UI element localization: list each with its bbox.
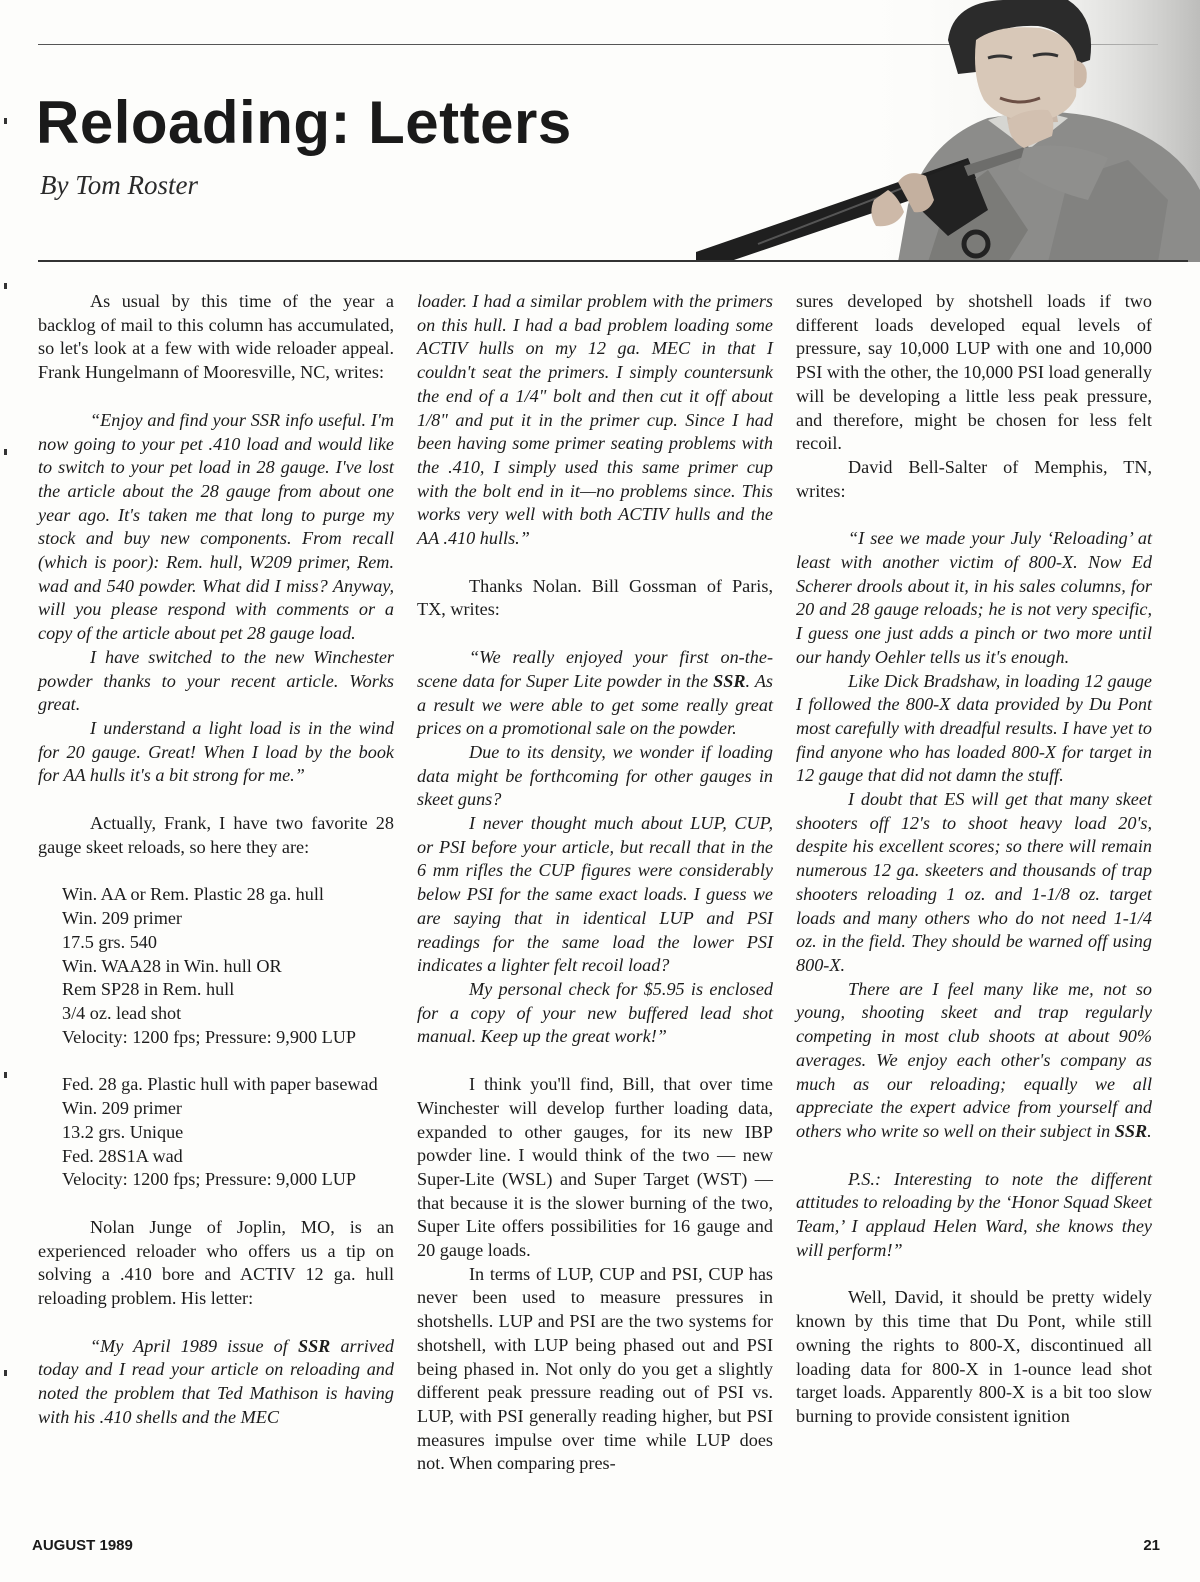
margin-mark: [4, 118, 7, 124]
recipe-line: Win. AA or Rem. Plastic 28 ga. hull: [62, 884, 324, 905]
paragraph: sures developed by shotshell loads if two different loads developed equal levels of pressure, say 10,000 LUP with one and 10,000 PSI with the other, the 10,000 PSI load generally will be developing a little less peak pressure, and therefore, might be chosen for less felt recoil.: [796, 291, 1152, 454]
article-column-2: [417, 290, 773, 1476]
letter-quote: “I see we made your July ‘Reloading’ at least with another victim of 800-X. Now Ed Scherer drools about it, in his sales columns, for 20 and 28 gauge reloads; he is not very specific, I guess one just adds a pinch or two more until our handy Oehler tells us it's enough.: [796, 528, 1152, 667]
magazine-abbrev: SSR: [713, 670, 746, 691]
letter-quote: P.S.: Interesting to note the different attitudes to reloading by the ‘Honor Squad Skeet Team,’ I applaud Helen Ward, she knows they will perform!”: [796, 1168, 1152, 1260]
footer-page-number: 21: [1143, 1537, 1160, 1554]
article-column-3: [796, 290, 1152, 1429]
recipe-line: Rem SP28 in Rem. hull: [62, 979, 235, 1000]
load-recipe-2: [38, 1073, 394, 1192]
letter-quote: “Enjoy and find your SSR info useful. I'm now going to your pet .410 load and would like to switch to your pet load in 28 gauge. I've lost the article about the 28 gauge from about one year ago. It's taken me that long to purge my stock and buy new components. From recall (which is poor): Rem. hull, W209 primer, Rem. wad and 540 powder. What did I miss? Anyway, will you please respond with comments or a copy of the article about pet 28 gauge load.: [38, 409, 394, 644]
recipe-line: Velocity: 1200 fps; Pressure: 9,000 LUP: [62, 1169, 357, 1190]
letter-quote: [38, 1335, 394, 1430]
recipe-line: 13.2 grs. Unique: [62, 1121, 184, 1142]
quote-text: “My April 1989 issue of: [90, 1335, 298, 1356]
letter-quote: [796, 978, 1152, 1144]
author-photo: [428, 0, 1200, 262]
quote-text: . As a result we were able to get some really great prices on a promotional sale on the powder.: [417, 670, 774, 739]
recipe-line: Win. 209 primer: [62, 908, 182, 929]
article-byline: By Tom Roster: [40, 170, 199, 200]
paragraph: In terms of LUP, CUP and PSI, CUP has never been used to measure pressures in shotshells. LUP and PSI are the two systems for shotshell, with LUP being phased out and PSI being phased in. Not only do you get a slightly different peak pressure reading out of PSI vs. LUP, with PSI generally reading higher, but PSI measures impulse over time while LUP does not. When comparing pres-: [417, 1263, 773, 1474]
magazine-abbrev: SSR: [1114, 1120, 1148, 1141]
letter-quote: I have switched to the new Winchester powder thanks to your recent article. Works great.: [38, 646, 394, 715]
header-rule-bottom: [38, 260, 1188, 262]
recipe-line: 3/4 oz. lead shot: [62, 1002, 182, 1023]
letter-quote: loader. I had a similar problem with the primers on this hull. I had a bad problem loading some ACTIV hulls on my 12 ga. MEC in that I couldn't seat the primers. I simply countersunk the end of a 1/4" bolt and then cut it off about 1/8" and put it in the primer cup. Since I had been having some primer seating problems with the .410, I simply used this same primer cup with the bolt end in it—no problems since. This works very well with both ACTIV hulls and the AA .410 hulls.”: [417, 291, 773, 549]
margin-mark: [4, 283, 7, 289]
recipe-line: Win. WAA28 in Win. hull OR: [62, 955, 282, 976]
load-recipe-1: [38, 883, 394, 1049]
quote-text: arrived today and I read your article on reloading and noted the problem that Ted Mathison is having with his .410 shells and the MEC: [38, 1335, 394, 1427]
paragraph: David Bell-Salter of Memphis, TN, writes:: [796, 456, 1152, 501]
recipe-heading: Fed. 28 ga. Plastic hull with paper basewad: [62, 1074, 378, 1095]
magazine-abbrev: SSR: [297, 1335, 331, 1356]
margin-mark: [4, 1370, 7, 1376]
paragraph: As usual by this time of the year a backlog of mail to this column has accumulated, so let's look at a few with wide reloader appeal. Frank Hungelmann of Mooresville, NC, writes:: [38, 291, 394, 383]
quote-text: .: [1147, 1120, 1152, 1141]
footer-issue-date: AUGUST 1989: [32, 1537, 133, 1554]
quote-text: There are I feel many like me, not so young, shooting skeet and trap regularly competing in most club shoots at about 90% averages. We enjoy each other's company as much as our reloading; equally we all appreciate the expert advice from yourself and others who write so well on their subject in: [796, 978, 1152, 1141]
letter-quote: My personal check for $5.95 is enclosed for a copy of your new buffered lead shot manual. Keep up the great work!”: [417, 978, 773, 1047]
paragraph: Actually, Frank, I have two favorite 28 gauge skeet reloads, so here they are:: [38, 813, 394, 857]
paragraph: Nolan Junge of Joplin, MO, is an experienced reloader who offers us a tip on solving a .410 bore and ACTIV 12 ga. hull reloading problem. His letter:: [38, 1216, 394, 1309]
margin-mark: [4, 1072, 7, 1078]
quote-text: “We really enjoyed your first on-the-scene data for Super Lite powder in the: [417, 647, 773, 691]
recipe-line: Win. 209 primer: [62, 1098, 182, 1119]
recipe-line: 17.5 grs. 540: [62, 931, 157, 952]
paragraph: Thanks Nolan. Bill Gossman of Paris, TX, writes:: [417, 575, 773, 620]
letter-quote: I never thought much about LUP, CUP, or PSI before your article, but recall that in the 6 mm rifles the CUP figures were considerably below PSI for the same exact loads. I guess we are saying that in identical LUP and PSI readings for the same load the lower PSI indicates a lighter felt recoil load?: [417, 813, 773, 976]
article-column-1: [38, 290, 394, 1430]
margin-mark: [4, 449, 7, 455]
letter-quote: [417, 646, 773, 741]
letter-quote: I doubt that ES will get that many skeet shooters off 12's to shoot heavy load 20's, despite his excellent scores; so there will remain numerous 12 ga. skeeters and thousands of trap shooters reloading 1 oz. and 1-1/8 oz. target loads and many others who do not need 1-1/4 oz. in the field. They should be warned off using 800-X.: [796, 789, 1152, 975]
letter-quote: Due to its density, we wonder if loading data might be forthcoming for other gauges in skeet guns?: [417, 741, 773, 810]
letter-quote: Like Dick Bradshaw, in loading 12 gauge I followed the 800-X data provided by Du Pont most carefully with dreadful results. I have yet to find anyone who has loaded 800-X for target in 12 gauge that did not damn the stuff.: [796, 670, 1152, 786]
letter-quote: I understand a light load is in the wind for 20 gauge. Great! When I load by the book for AA hulls it's a bit strong for me.”: [38, 717, 394, 786]
recipe-line: Fed. 28S1A wad: [62, 1145, 183, 1166]
paragraph: I think you'll find, Bill, that over time Winchester will develop further loading data, expanded to other gauges, for its new IBP powder line. I would think of the two — new Super-Lite (WSL) and Super Target (WST) — that because it is the slower burning of the two, Super Lite offers possibilities for 16 gauge and 20 gauge loads.: [417, 1074, 773, 1261]
recipe-line: Velocity: 1200 fps; Pressure: 9,900 LUP: [62, 1026, 357, 1047]
paragraph: Well, David, it should be pretty widely known by this time that Du Pont, while still owning the rights to 800-X, discontinued all loading data for 800-X in 1-ounce lead shot target loads. Apparently 800-X is a bit too slow burning to provide consistent ignition: [796, 1287, 1152, 1426]
article-title: Reloading: Letters: [36, 89, 572, 156]
